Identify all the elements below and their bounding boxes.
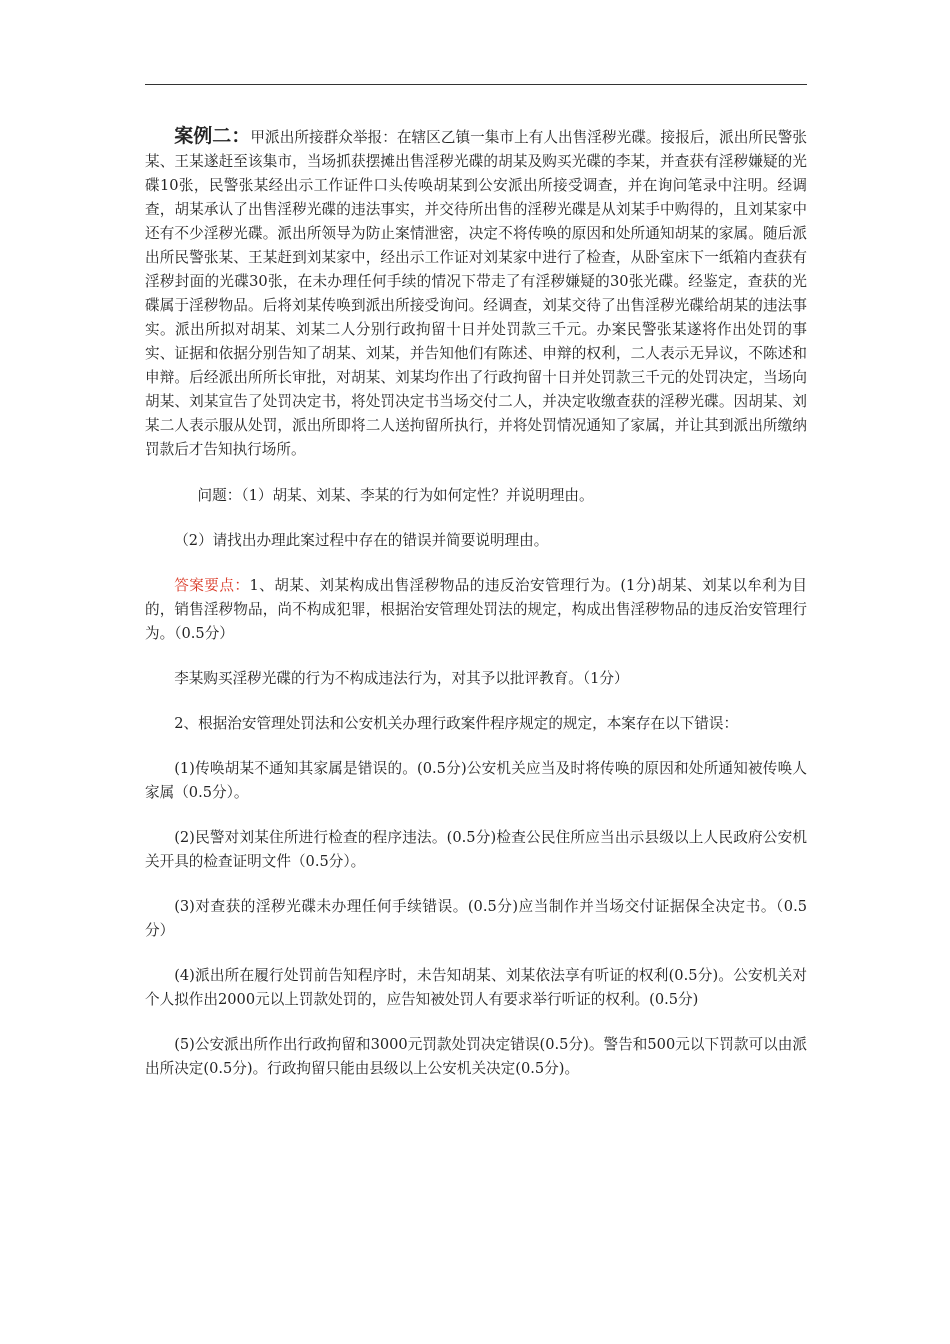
case-title: 案例二： [174,125,251,147]
case-text: 甲派出所接群众举报：在辖区乙镇一集市上有人出售淫秽光碟。接报后，派出所民警张某、王某遂赶至该集市，当场抓获摆摊出售淫秽光碟的胡某及购买光碟的李某，并查获有淫秽嫌疑的光碟10张，民警张某经出示工作证件口头传唤胡某到公安派出所接受调查，并在询问笔录中注明。经调查，胡某承认了出售淫秽光碟的违法事实，并交待所出售的淫秽光碟是从刘某手中购得的，且刘某家中还有不少淫秽光碟。派出所领导为防止案情泄密，决定不将传唤的原因和处所通知胡某的家属。随后派出所民警张某、王某赶到刘某家中，经出示工作证对刘某家中进行了检查，从卧室床下一纸箱内查获有淫秽封面的光碟30张，在未办理任何手续的情况下带走了有淫秽嫌疑的30张光碟。经鉴定，查获的光碟属于淫秽物品。后将刘某传唤到派出所接受询问。经调查，刘某交待了出售淫秽光碟给胡某的违法事实。派出所拟对胡某、刘某二人分别行政拘留十日并处罚款三千元。办案民警张某遂将作出处罚的事实、证据和依据分别告知了胡某、刘某，并告知他们有陈述、申辩的权利，二人表示无异议，不陈述和申辩。后经派出所所长审批，对胡某、刘某均作出了行政拘留十日并处罚款三千元的处罚决定，当场向胡某、刘某宣告了处罚决定书，将处罚决定书当场交付二人，并决定收缴查获的淫秽光碟。因胡某、刘某二人表示服从处罚，派出所即将二人送拘留所执行，并将处罚情况通知了家属，并让其到派出所缴纳罚款后才告知执行场所。 [145,129,807,458]
answer-paragraph-3: 2、根据治安管理处罚法和公安机关办理行政案件程序规定的规定，本案存在以下错误： [174,715,739,732]
question-2: （2）请找出办理此案过程中存在的错误并简要说明理由。 [174,532,549,549]
error-item-1: (1)传唤胡某不通知其家属是错误的。(0.5分)公安机关应当及时将传唤的原因和处所通知被传唤人家属（0.5分）。 [145,760,807,801]
answer-paragraph-1 [145,574,807,646]
question-1: 问题：（1）胡某、刘某、李某的行为如何定性？并说明理由。 [197,487,594,504]
error-item-4: (4)派出所在履行处罚前告知程序时，未告知胡某、刘某依法享有听证的权利(0.5分)。公安机关对个人拟作出2000元以上罚款处罚的，应告知被处罚人有要求举行听证的权利。(0.5分) [145,967,807,1008]
answer-text-1: 1、胡某、刘某构成出售淫秽物品的违反治安管理行为。(1分)胡某、刘某以牟利为目的，销售淫秽物品，尚不构成犯罪，根据治安管理处罚法的规定，构成出售淫秽物品的违反治安管理行为。（0.5分） [145,577,807,642]
error-item-3: (3)对查获的淫秽光碟未办理任何手续错误。(0.5分)应当制作并当场交付证据保全决定书。（0.5分） [145,898,807,939]
error-item-5: (5)公安派出所作出行政拘留和3000元罚款处罚决定错误(0.5分)。警告和500元以下罚款可以由派出所决定(0.5分)。行政拘留只能由县级以上公安机关决定(0.5分)。 [145,1036,807,1077]
answer-paragraph-2: 李某购买淫秽光碟的行为不构成违法行为，对其予以批评教育。（1分） [174,670,629,687]
answer-label: 答案要点： [174,577,250,594]
document-body [145,124,807,1081]
header-rule [145,84,807,85]
error-item-2: (2)民警对刘某住所进行检查的程序违法。(0.5分)检查公民住所应当出示县级以上人民政府公安机关开具的检查证明文件（0.5分）。 [145,829,807,870]
case-paragraph [145,124,807,462]
